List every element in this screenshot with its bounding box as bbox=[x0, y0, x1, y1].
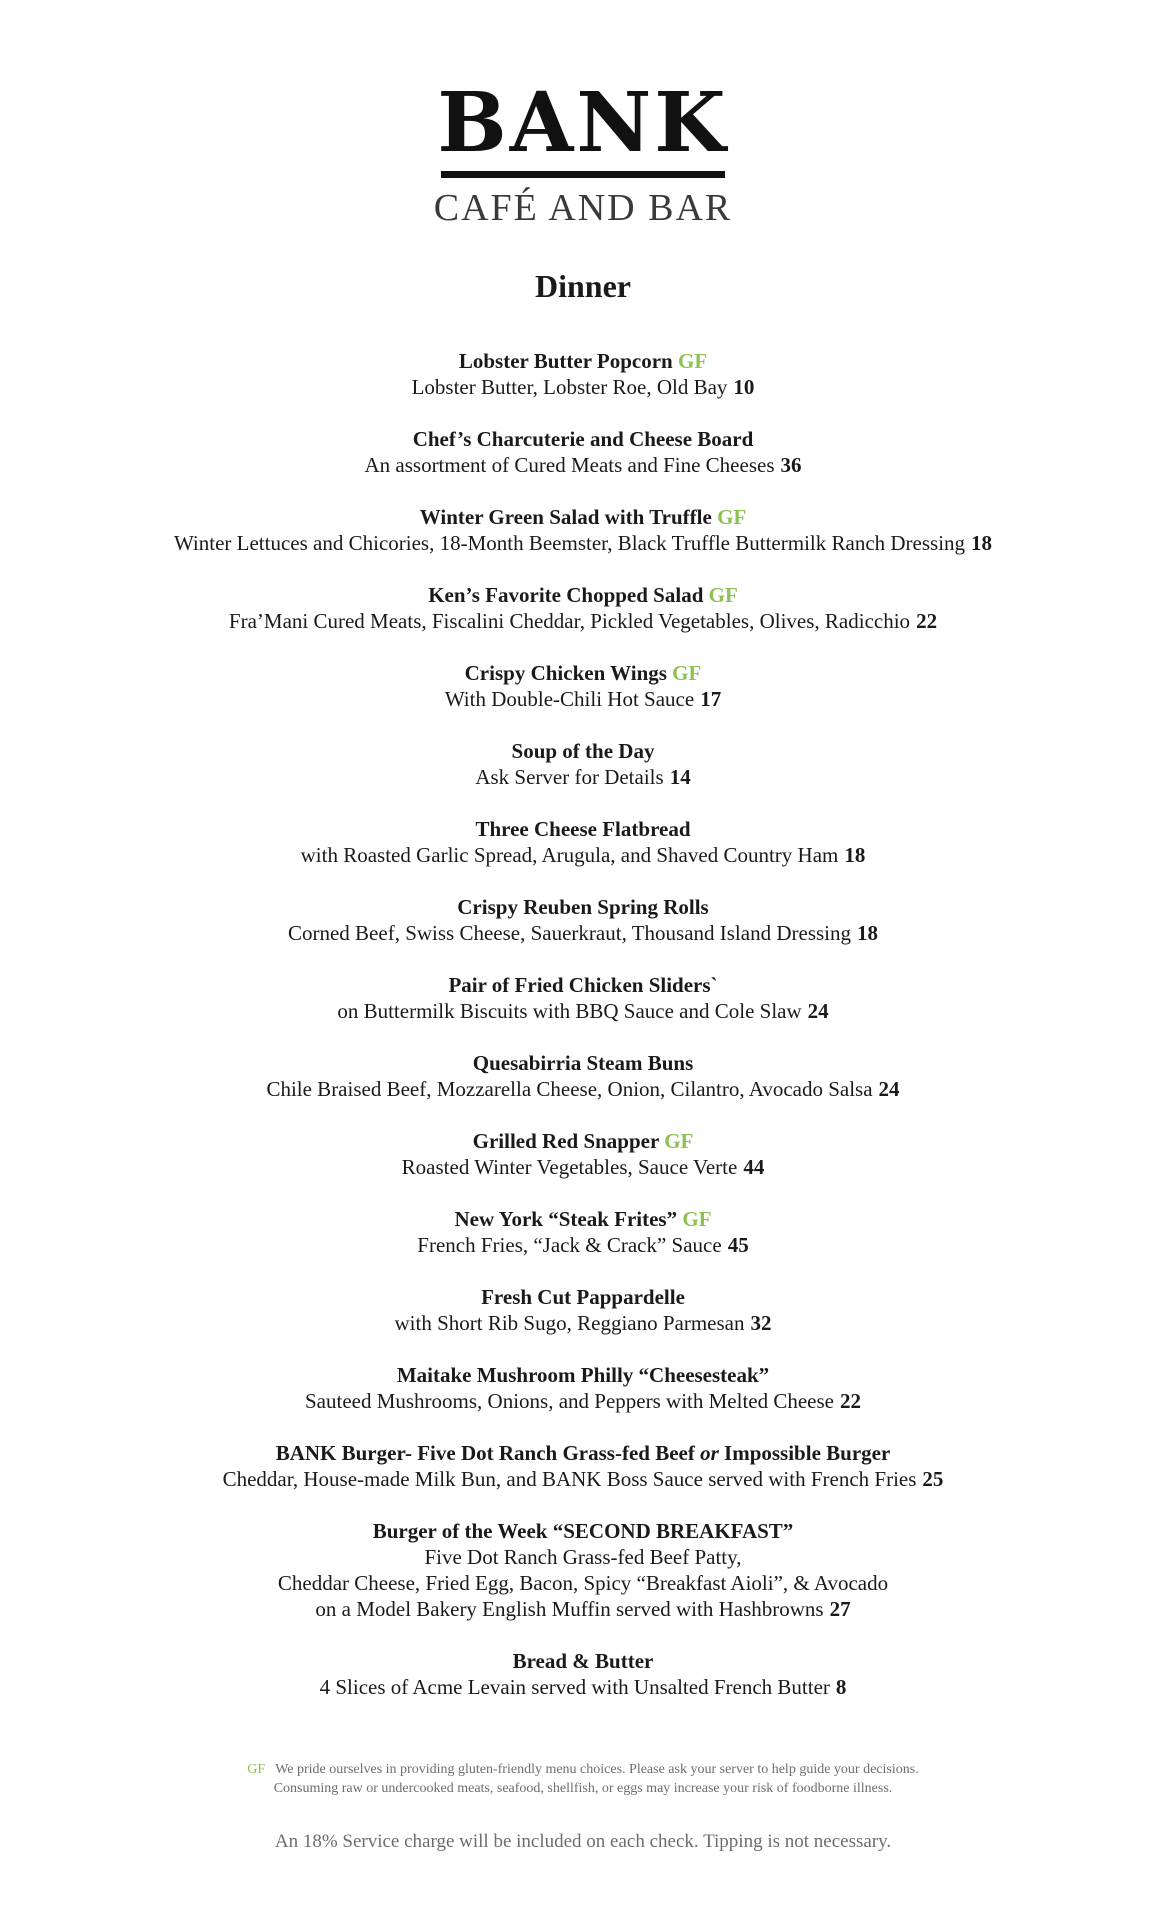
logo-wordmark: BANK bbox=[437, 75, 729, 171]
gluten-free-badge: GF bbox=[672, 661, 702, 685]
menu-item-name bbox=[0, 660, 1166, 686]
menu-item-description bbox=[0, 686, 1166, 712]
menu-item bbox=[0, 660, 1166, 712]
menu-item-name bbox=[0, 972, 1166, 998]
restaurant-logo bbox=[0, 75, 1166, 229]
logo-tagline: CAFÉ AND BAR bbox=[433, 187, 733, 229]
menu-item-description bbox=[0, 1232, 1166, 1258]
menu-item-description-text: Cheddar Cheese, Fried Egg, Bacon, Spicy “Breakfast Aioli”, & Avocado bbox=[277, 1571, 889, 1595]
menu-item-price: 45 bbox=[727, 1233, 749, 1257]
menu-item-description-text: Corned Beef, Swiss Cheese, Sauerkraut, Thousand Island Dressing bbox=[287, 921, 851, 945]
menu-item-title: Winter Green Salad with Truffle bbox=[419, 505, 712, 529]
menu-item-description-text: with Short Rib Sugo, Reggiano Parmesan bbox=[394, 1311, 745, 1335]
menu-item bbox=[0, 426, 1166, 478]
menu-item-description bbox=[0, 530, 1166, 556]
gf-note-line bbox=[0, 1760, 1166, 1779]
menu-item-name bbox=[0, 738, 1166, 764]
gluten-free-badge: GF bbox=[708, 583, 738, 607]
menu-item-description-text: Cheddar, House-made Milk Bun, and BANK Boss Sauce served with French Fries bbox=[222, 1467, 917, 1491]
menu-item-name bbox=[0, 1440, 1166, 1466]
menu-item-description bbox=[0, 764, 1166, 790]
menu-item bbox=[0, 1440, 1166, 1492]
menu-item-price: 10 bbox=[733, 375, 755, 399]
menu-item-description-text: Ask Server for Details bbox=[475, 765, 664, 789]
menu-item-title: Chef’s Charcuterie and Cheese Board bbox=[412, 427, 754, 451]
menu-item-description bbox=[0, 1544, 1166, 1570]
menu-item-title: Crispy Chicken Wings bbox=[464, 661, 667, 685]
gf-note-label: GF bbox=[247, 1762, 266, 1777]
gluten-free-badge: GF bbox=[677, 349, 708, 373]
menu-item-description bbox=[0, 1310, 1166, 1336]
menu-item-description-text: on Buttermilk Biscuits with BBQ Sauce and Cole Slaw bbox=[337, 999, 802, 1023]
menu-item-name bbox=[0, 1518, 1166, 1544]
menu-item-description bbox=[0, 452, 1166, 478]
menu-item bbox=[0, 1128, 1166, 1180]
menu-item-price: 18 bbox=[844, 843, 866, 867]
menu-item-description bbox=[0, 842, 1166, 868]
menu-item-description bbox=[0, 1388, 1166, 1414]
menu-item-description bbox=[0, 608, 1166, 634]
menu-item-description-text: Chile Braised Beef, Mozzarella Cheese, Onion, Cilantro, Avocado Salsa bbox=[266, 1077, 873, 1101]
menu-item-price: 14 bbox=[669, 765, 691, 789]
gluten-free-badge: GF bbox=[664, 1129, 694, 1153]
menu-item-name bbox=[0, 1648, 1166, 1674]
menu-item-description-text: with Roasted Garlic Spread, Arugula, and Shaved Country Ham bbox=[300, 843, 839, 867]
menu-item bbox=[0, 1050, 1166, 1102]
menu-item-name bbox=[0, 894, 1166, 920]
menu-item-title: Pair of Fried Chicken Sliders` bbox=[448, 973, 718, 997]
menu-item-title: BANK Burger- Five Dot Ranch Grass-fed Beef bbox=[275, 1441, 695, 1465]
menu-item-title: Maitake Mushroom Philly “Cheesesteak” bbox=[396, 1363, 770, 1387]
menu-item-name bbox=[0, 1050, 1166, 1076]
menu-item bbox=[0, 1518, 1166, 1622]
menu-item-description bbox=[0, 1466, 1166, 1492]
menu-item-title: Lobster Butter Popcorn bbox=[458, 349, 673, 373]
menu-item-title: Ken’s Favorite Chopped Salad bbox=[428, 583, 704, 607]
menu-item-price: 17 bbox=[700, 687, 722, 711]
menu-item bbox=[0, 1362, 1166, 1414]
menu-item-name bbox=[0, 1284, 1166, 1310]
menu-item-name bbox=[0, 348, 1166, 374]
logo-underline bbox=[441, 171, 725, 178]
menu-item-name bbox=[0, 582, 1166, 608]
menu-item-description bbox=[0, 1076, 1166, 1102]
menu-item-price: 32 bbox=[750, 1311, 772, 1335]
menu-item-name bbox=[0, 1362, 1166, 1388]
menu-item-description-text: on a Model Bakery English Muffin served with Hashbrowns bbox=[315, 1597, 824, 1621]
menu-item-title: Grilled Red Snapper bbox=[472, 1129, 659, 1153]
menu-item-description-text: An assortment of Cured Meats and Fine Cheeses bbox=[364, 453, 775, 477]
menu-item-price: 24 bbox=[807, 999, 829, 1023]
menu-item-description-text: French Fries, “Jack & Crack” Sauce bbox=[417, 1233, 722, 1257]
menu-item-price: 36 bbox=[780, 453, 802, 477]
menu-item-price: 25 bbox=[922, 1467, 944, 1491]
menu-item-description-text: Lobster Butter, Lobster Roe, Old Bay bbox=[411, 375, 728, 399]
menu-item-description-text: With Double-Chili Hot Sauce bbox=[444, 687, 695, 711]
menu-item-title: Three Cheese Flatbread bbox=[475, 817, 691, 841]
menu-item-name bbox=[0, 1128, 1166, 1154]
menu-item bbox=[0, 738, 1166, 790]
menu-item-description-text: Winter Lettuces and Chicories, 18-Month Beemster, Black Truffle Buttermilk Ranch Dressing bbox=[173, 531, 966, 555]
menu-item-description bbox=[0, 920, 1166, 946]
footer-note bbox=[0, 1760, 1166, 1798]
menu-item-description bbox=[0, 1674, 1166, 1700]
menu-item-description-text: Roasted Winter Vegetables, Sauce Verte bbox=[401, 1155, 738, 1179]
menu-item bbox=[0, 816, 1166, 868]
menu-item-description bbox=[0, 1596, 1166, 1622]
menu-item-title: Fresh Cut Pappardelle bbox=[481, 1285, 685, 1309]
menu-item-or: or bbox=[700, 1441, 719, 1465]
menu-item-title-alt: Impossible Burger bbox=[724, 1441, 891, 1465]
menu-item bbox=[0, 1284, 1166, 1336]
menu-section-title: Dinner bbox=[535, 268, 631, 304]
menu-item-price: 18 bbox=[857, 921, 878, 945]
menu-item-price: 27 bbox=[829, 1597, 851, 1621]
gf-note-text: We pride ourselves in providing gluten-friendly menu choices. Please ask your server to help guide your decisions. bbox=[275, 1762, 919, 1777]
gluten-free-badge: GF bbox=[682, 1207, 712, 1231]
menu-item bbox=[0, 348, 1166, 400]
menu-item-title: Crispy Reuben Spring Rolls bbox=[457, 895, 709, 919]
menu-item-description bbox=[0, 1570, 1166, 1596]
menu-item-title: Soup of the Day bbox=[511, 739, 655, 763]
menu-item-name bbox=[0, 504, 1166, 530]
menu-item-name bbox=[0, 1206, 1166, 1232]
menu-item-title: Bread & Butter bbox=[512, 1649, 654, 1673]
menu-item-price: 22 bbox=[916, 609, 938, 633]
menu-item-title: New York “Steak Frites” bbox=[454, 1207, 678, 1231]
menu-item bbox=[0, 972, 1166, 1024]
menu-item-price: 44 bbox=[743, 1155, 765, 1179]
menu-item bbox=[0, 504, 1166, 556]
menu-item bbox=[0, 582, 1166, 634]
menu-item-description bbox=[0, 1154, 1166, 1180]
menu-item-title: Quesabirria Steam Buns bbox=[472, 1051, 694, 1075]
menu-item-description-text: Sauteed Mushrooms, Onions, and Peppers with Melted Cheese bbox=[304, 1389, 834, 1413]
menu-item-name bbox=[0, 426, 1166, 452]
raw-food-warning: Consuming raw or undercooked meats, seafood, shellfish, or eggs may increase your risk of foodborne illness. bbox=[273, 1781, 893, 1796]
menu-item-price: 18 bbox=[971, 531, 993, 555]
menu-item-description-text: Five Dot Ranch Grass-fed Beef Patty, bbox=[424, 1545, 742, 1569]
menu-item bbox=[0, 894, 1166, 946]
menu-item-description-text: Fra’Mani Cured Meats, Fiscalini Cheddar, Pickled Vegetables, Olives, Radicchio bbox=[228, 609, 911, 633]
menu-list bbox=[0, 348, 1166, 1726]
menu-item-name bbox=[0, 816, 1166, 842]
menu-item bbox=[0, 1206, 1166, 1258]
menu-item-description-text: 4 Slices of Acme Levain served with Unsalted French Butter bbox=[319, 1675, 830, 1699]
gluten-free-badge: GF bbox=[717, 505, 747, 529]
menu-item-price: 22 bbox=[840, 1389, 861, 1413]
service-charge-note: An 18% Service charge will be included on each check. Tipping is not necessary. bbox=[274, 1831, 892, 1852]
menu-item-description bbox=[0, 374, 1166, 400]
menu-item bbox=[0, 1648, 1166, 1700]
menu-item-price: 8 bbox=[835, 1675, 847, 1699]
menu-item-price: 24 bbox=[878, 1077, 900, 1101]
menu-item-description bbox=[0, 998, 1166, 1024]
menu-item-title: Burger of the Week “SECOND BREAKFAST” bbox=[372, 1519, 794, 1543]
